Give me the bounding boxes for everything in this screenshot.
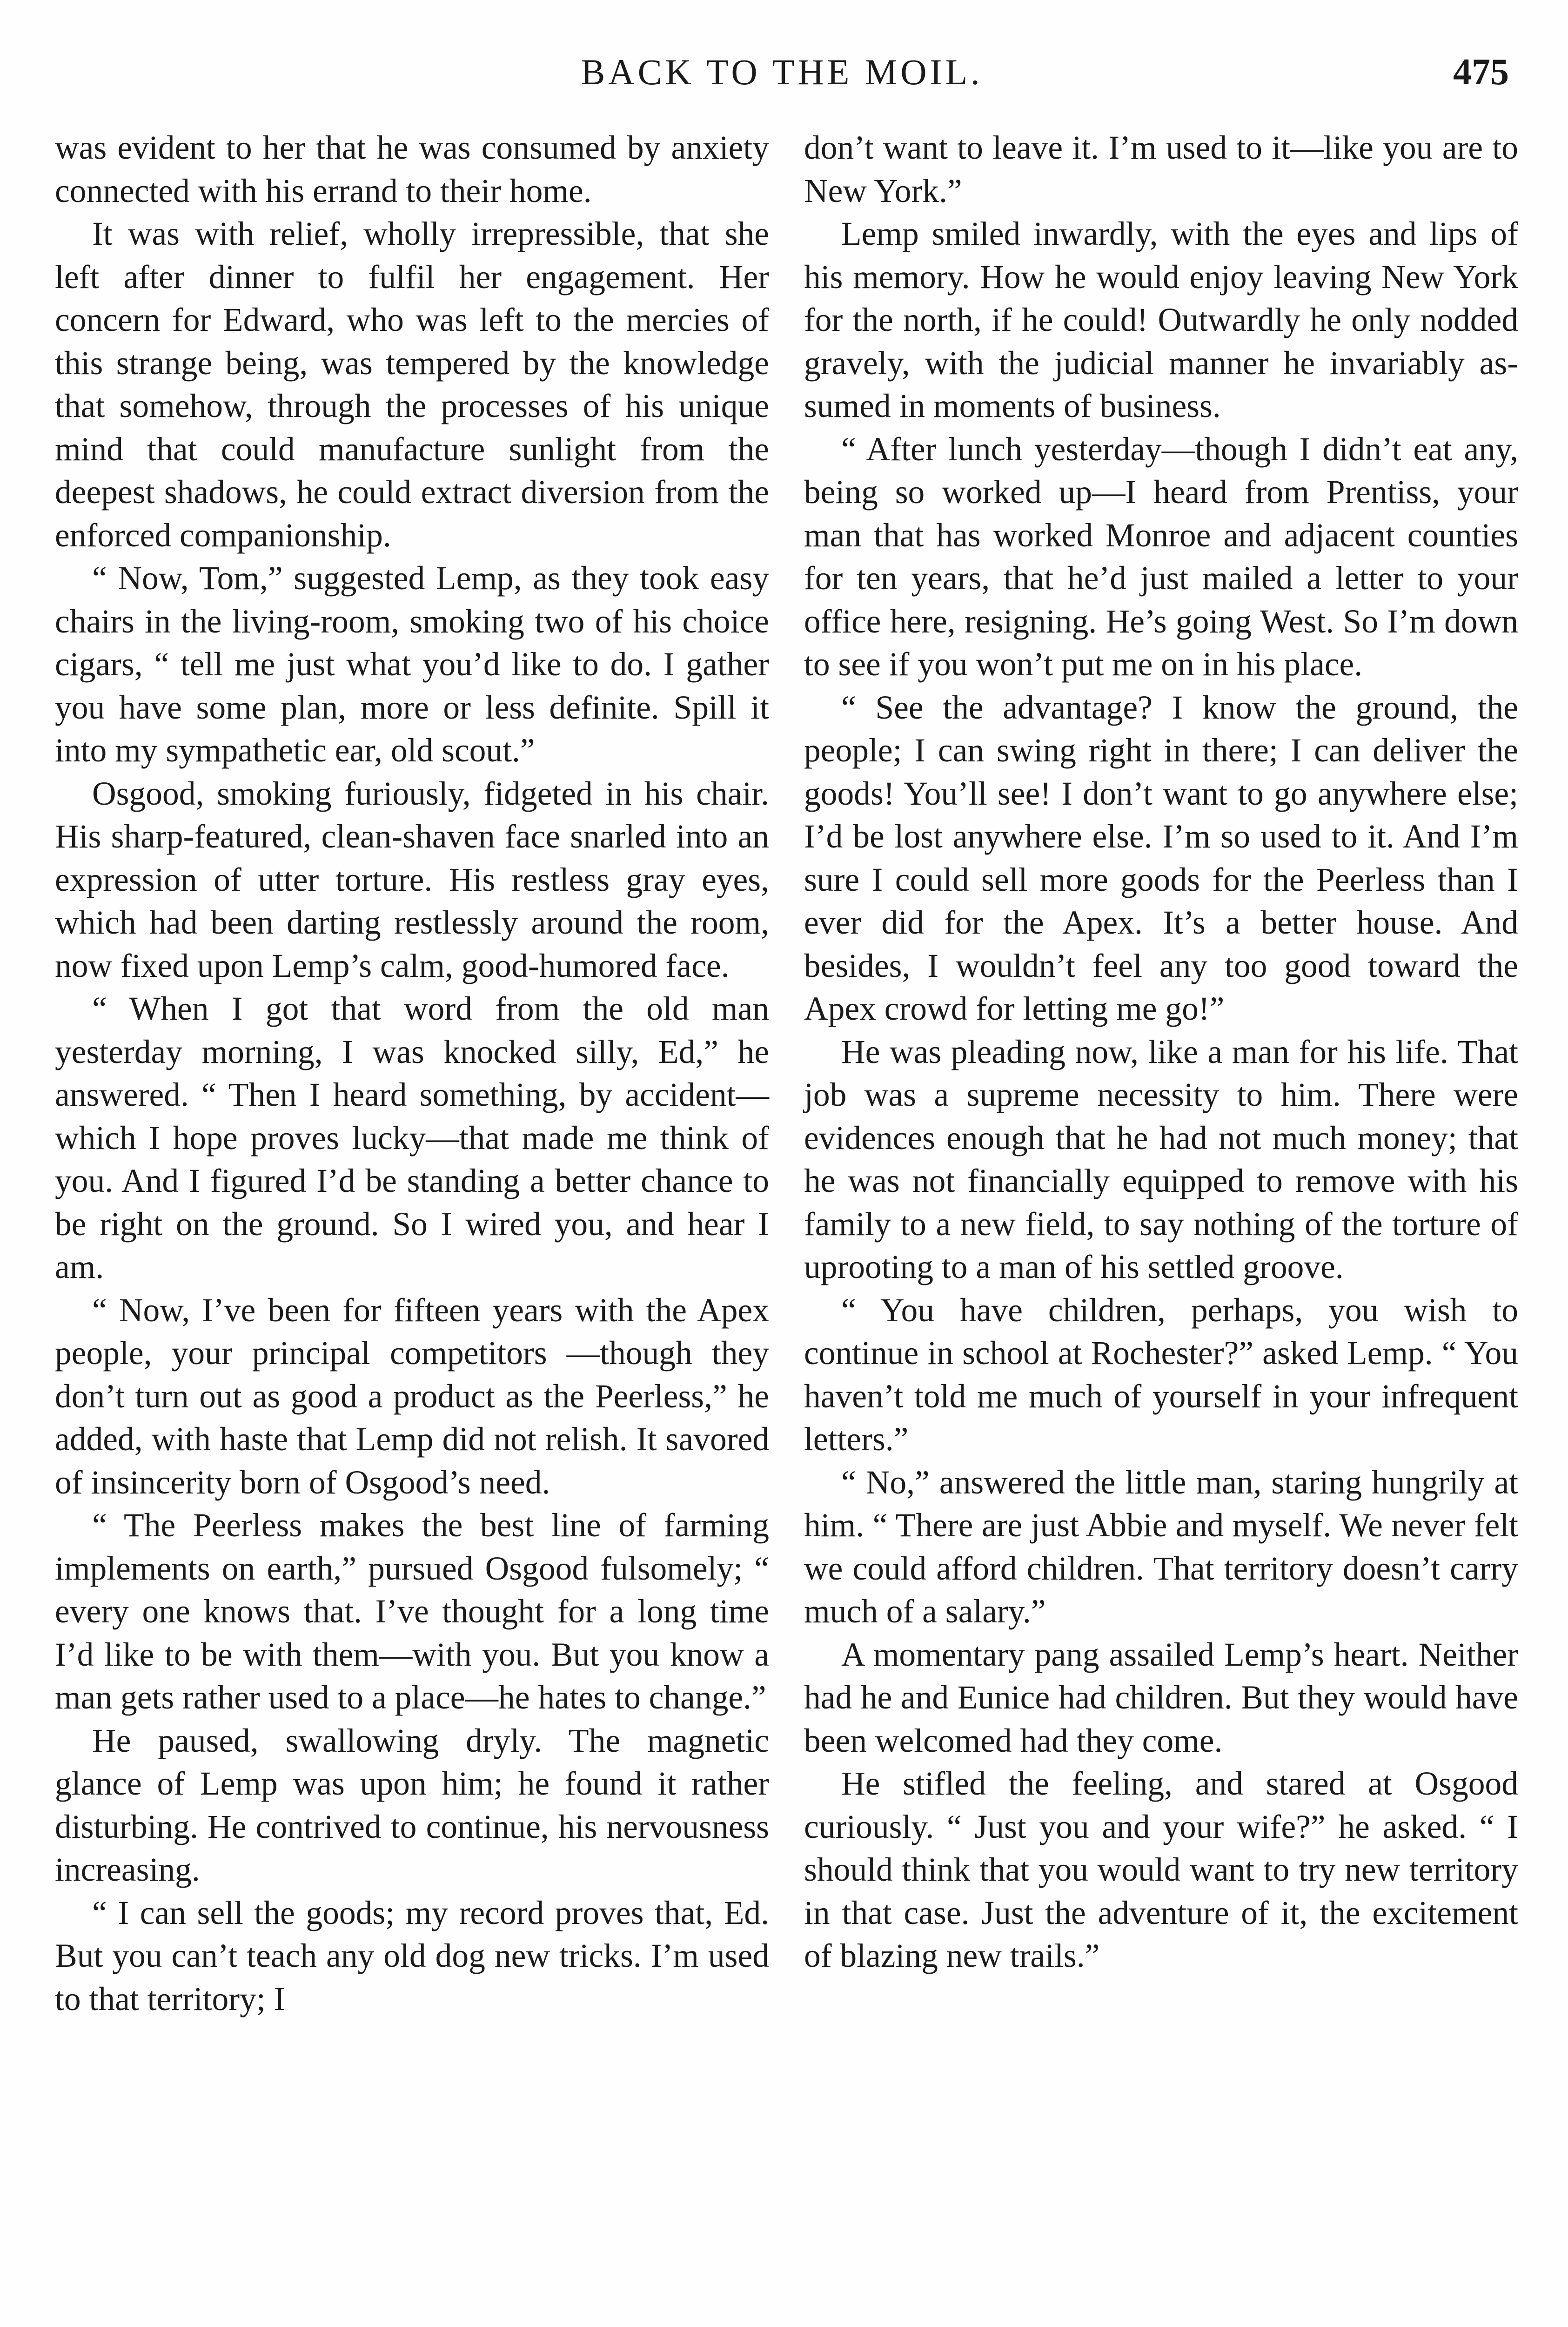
paragraph: “ After lunch yesterday—though I didn’t eat any, being so worked up—I heard from Prentiss, your man that has worked Monroe and adjacent counties for ten years, that he’d just mailed a letter to your office here, resigning. He’s going West. So I’m down to see if you won’t put me on in his place.: [804, 430, 1518, 683]
paragraph-continued: don’t want to leave it. I’m used to it—like you are to New York.”: [804, 129, 1518, 209]
paragraph: He was pleading now, like a man for his life. That job was a supreme necessity to him. There were evidences enough that he had not much money; that he was not financially equipped to remove with his family to a new field, to say nothing of the torture of uprooting to a man of his settled groove.: [804, 1033, 1518, 1285]
paragraph: “ The Peerless makes the best line of farming implements on earth,” pursued Osgood fulsomely; “ every one knows that. I’ve thought for a long time I’d like to be with them—with you. But you know a man gets rather used to a place—he hates to change.”: [55, 1507, 769, 1716]
paragraph: “ See the advantage? I know the ground, the people; I can swing right in there; I can deliver the goods! You’ll see! I don’t want to go anywhere else; I’d be lost anywhere else. I’m so used to it. And I’m sure I could sell more goods for the Peerless than I ever did for the Apex. It’s a better house. And besides, I wouldn’t feel any too good toward the Apex crowd for letting me go!”: [804, 689, 1518, 1027]
paragraph: “ You have children, perhaps, you wish to continue in school at Rochester?” asked Lemp. “ You haven’t told me much of yourself in your infrequent letters.”: [804, 1291, 1518, 1458]
paragraph: A momentary pang assailed Lemp’s heart. Neither had he and Eunice had children. But they would have been welcomed had they come.: [804, 1636, 1518, 1759]
right-column: [804, 127, 1518, 1978]
paragraph: “ I can sell the goods; my record proves that, Ed. But you can’t teach any old dog new tricks. I’m used to that territory; I: [55, 1894, 769, 2018]
paragraph: It was with relief, wholly irrepressible, that she left after dinner to fulfil her engagement. Her concern for Edward, who was left to the mercies of this strange being, was tempered by the knowledge that somehow, through the processes of his unique mind that could manufacture sunlight from the deepest shadows, he could extract diversion from the enforced companionship.: [55, 215, 769, 554]
paragraph: “ Now, Tom,” suggested Lemp, as they took easy chairs in the living-room, smoking two of his choice cigars, “ tell me just what you’d like to do. I gather you have some plan, more or less definite. Spill it into my sympathetic ear, old scout.”: [55, 560, 769, 769]
paragraph: He stifled the feeling, and stared at Osgood curiously. “ Just you and your wife?” he asked. “ I should think that you would want to try new territory in that case. Just the adventure of it, the excitement of blazing new trails.”: [804, 1765, 1518, 1974]
left-column: [55, 127, 769, 2021]
paragraph: He paused, swallowing dryly. The magnetic glance of Lemp was upon him; he found it rather disturbing. He contrived to continue, his nervousness increasing.: [55, 1722, 769, 1888]
paragraph: “ Now, I’ve been for fifteen years with the Apex people, your principal competitors —though they don’t turn out as good a product as the Peerless,” he added, with haste that Lemp did not relish. It savored of insincerity born of Osgood’s need.: [55, 1291, 769, 1501]
page-header: [55, 47, 1509, 98]
paragraph: “ When I got that word from the old man yesterday morning, I was knocked silly, Ed,” he answered. “ Then I heard something, by accident—which I hope proves lucky—that made me think of you. And I figured I’d be standing a better chance to be right on the ground. So I wired you, and hear I am.: [55, 990, 769, 1285]
paragraph: “ No,” answered the little man, staring hungrily at him. “ There are just Abbie and myself. We never felt we could afford children. That territory doesn’t carry much of a salary.”: [804, 1464, 1518, 1630]
running-title: BACK TO THE MOIL.: [581, 52, 983, 92]
paragraph: Osgood, smoking furiously, fidgeted in his chair. His sharp-featured, clean-shaven face snarled into an expression of utter torture. His restless gray eyes, which had been darting restlessly around the room, now fixed upon Lemp’s calm, good-humored face.: [55, 775, 769, 984]
page-number: 475: [1453, 52, 1509, 93]
paragraph: was evident to her that he was consumed by anxiety connected with his errand to their home.: [55, 129, 769, 209]
paragraph: Lemp smiled inwardly, with the eyes and lips of his memory. How he would enjoy leaving New York for the north, if he could! Outwardly he only nodded gravely, with the judicial manner he invariably assumed in moments of business.: [804, 215, 1518, 424]
